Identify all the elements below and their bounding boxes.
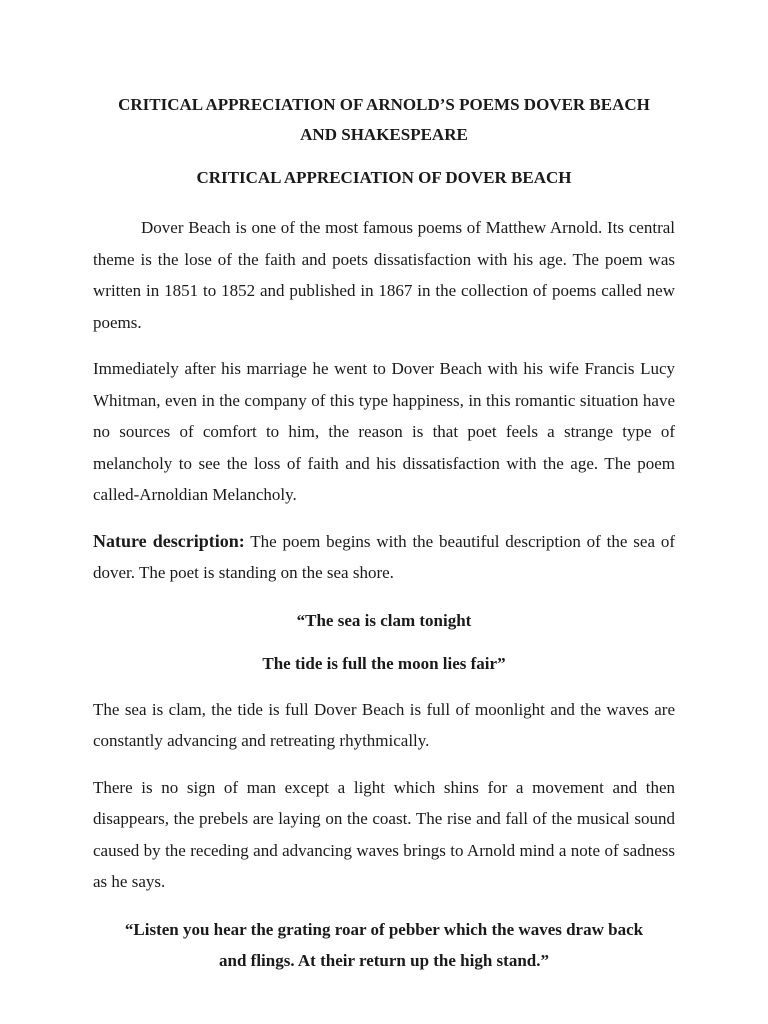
paragraph-sea: The sea is clam, the tide is full Dover Beach is full of moonlight and the waves are constantly advancing and retreating rhythmically. — [93, 699, 675, 750]
section-heading: CRITICAL APPRECIATION OF DOVER BEACH — [196, 168, 572, 187]
quote-line: “The sea is clam tonight — [296, 610, 472, 630]
document-title — [93, 90, 675, 150]
quote-line: The tide is full the moon lies fair” — [262, 653, 506, 673]
title-line-2: AND SHAKESPEARE — [300, 125, 468, 144]
quote-line: and flings. At their return up the high stand.” — [219, 950, 549, 970]
quote-line: “Listen you hear the grating roar of pebber which the waves draw back — [124, 919, 644, 939]
paragraph-intro: Dover Beach is one of the most famous poems of Matthew Arnold. Its central theme is the lose of the faith and poets dissatisfaction with his age. The poem was written in 1851 to 1852 and published in 1867 in the collection of poems called new poems. — [93, 218, 675, 332]
paragraph-nature-description — [93, 526, 675, 589]
paragraph-marriage: Immediately after his marriage he went to Dover Beach with his wife Francis Lucy Whitman, even in the company of this type happiness, in this romantic situation have no sources of comfort to him, the reason is that poet feels a strange type of melancholy to see the loss of faith and his dissatisfaction with the age. The poem called-Arnoldian Melancholy. — [93, 359, 675, 504]
title-line-1: CRITICAL APPRECIATION OF ARNOLD’S POEMS DOVER BEACH — [118, 95, 650, 114]
paragraph-sign-of-man: There is no sign of man except a light which shins for a movement and then disappears, the prebels are laying on the coast. The rise and fall of the musical sound caused by the receding and advancing waves brings to Arnold mind a note of sadness as he says. — [93, 777, 675, 891]
nature-description-label: Nature description: — [93, 530, 245, 551]
nature-description-text: The poem begins with the beautiful description of the sea of dover. The poet is standing on the sea shore. — [93, 531, 675, 582]
